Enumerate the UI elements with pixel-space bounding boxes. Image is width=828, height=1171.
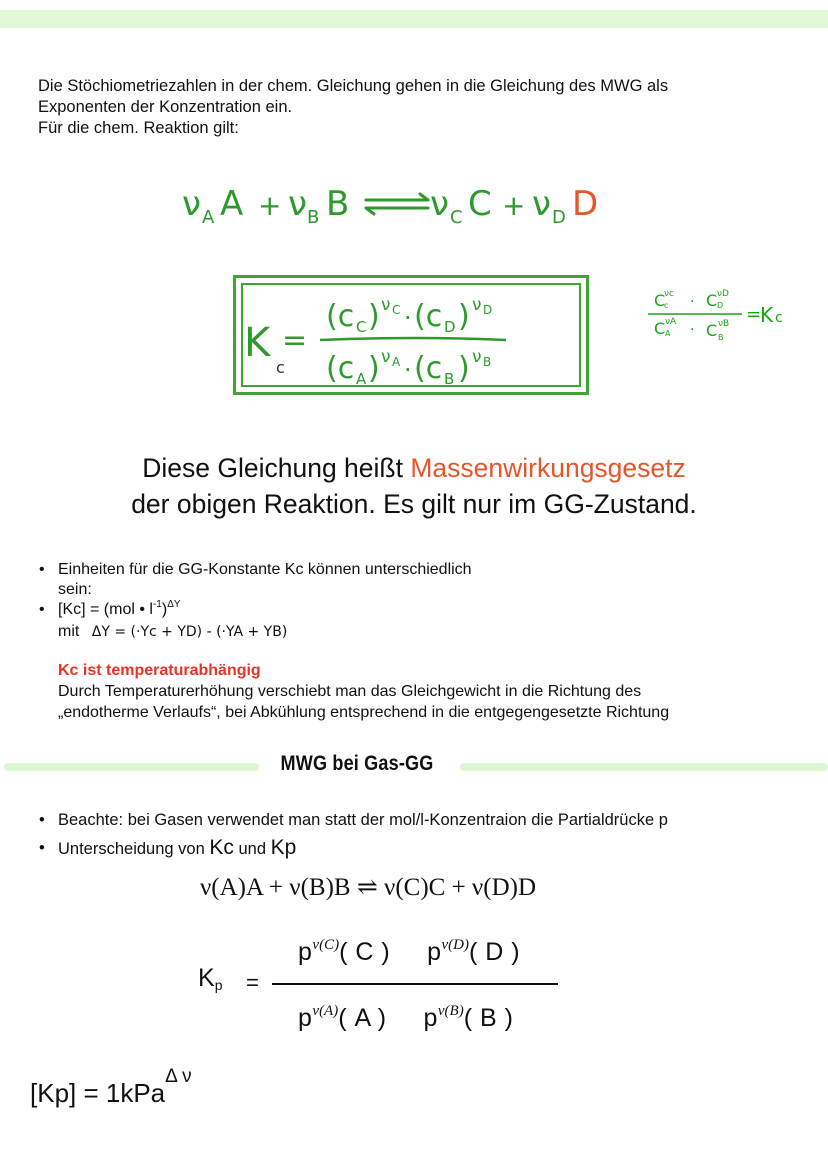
svg-text:A: A [392, 355, 401, 369]
svg-text:A: A [665, 329, 671, 338]
temperature-section [58, 660, 818, 723]
svg-text:ν: ν [288, 184, 307, 224]
denominator-p2: p [423, 1004, 438, 1032]
units-bullet-list [30, 560, 800, 642]
svg-text:·: · [404, 304, 412, 332]
svg-text:+: + [502, 189, 526, 222]
kp-numerator [298, 938, 520, 967]
svg-text:A: A [356, 370, 367, 388]
bullet-units-line-2: sein: [58, 581, 92, 598]
section-title-gas: MWG bei Gas-GG [280, 752, 434, 775]
numerator-arg2: ( D ) [468, 938, 521, 966]
temperature-line-2: „endotherme Verlaufs“, bei Abkühlung entsprechend in die entgegengesetzte Richtung [58, 704, 670, 721]
numerator-p1: p [298, 938, 313, 966]
svg-text:D: D [483, 303, 493, 317]
statement-line-1 [40, 450, 788, 486]
kp-label-subscript: p [214, 977, 223, 993]
gas-bullet-list [30, 806, 810, 863]
bullet-kc-unit [30, 600, 800, 622]
intro-line-2: Exponenten der Konzentration ein. [38, 98, 293, 116]
svg-text:K: K [760, 303, 774, 327]
temperature-line-1: Durch Temperaturerhöhung verschiebt man das Gleichgewicht in die Richtung des [58, 683, 642, 700]
denominator-exp1: ν(A) [312, 1003, 339, 1019]
numerator-p2: p [427, 938, 442, 966]
bullet-units-line-1: • Einheiten für die GG-Konstante Kc können unterschiedlich [58, 561, 472, 578]
denominator-arg1: ( A ) [338, 1004, 387, 1032]
svg-text:): ) [458, 351, 470, 386]
kc-unit-suffix: ) [161, 601, 168, 618]
svg-text:c: c [775, 310, 783, 326]
svg-text:C: C [450, 207, 463, 228]
kc-symbol: Kc [209, 836, 234, 859]
top-highlight-bar [0, 10, 828, 28]
denominator-exp2: ν(B) [437, 1003, 464, 1019]
svg-text:C: C [706, 321, 718, 340]
svg-text:(c: (c [326, 299, 355, 334]
svg-text:ν: ν [472, 295, 482, 315]
svg-text:+: + [258, 189, 282, 222]
kc-unit-prefix: [Kc] = (mol • l [58, 601, 153, 618]
svg-text:(c: (c [414, 351, 443, 386]
svg-text:νD: νD [717, 289, 729, 299]
svg-text:D: D [572, 184, 599, 224]
svg-text:A: A [220, 184, 244, 224]
svg-text:C: C [654, 291, 666, 310]
svg-text:=: = [282, 323, 308, 358]
svg-text:): ) [368, 351, 380, 386]
svg-text:(c: (c [414, 299, 443, 334]
svg-text:B: B [326, 184, 350, 224]
kp-unit-exponent: Δ ν [165, 1066, 192, 1087]
kp-equals-sign: = [246, 970, 259, 995]
svg-text:·: · [690, 294, 695, 310]
svg-text:νB: νB [718, 319, 730, 329]
svg-text:ν: ν [381, 347, 391, 367]
section-divider-left [4, 763, 259, 771]
svg-text:(c: (c [326, 351, 355, 386]
intro-line-3: Für die chem. Reaktion gilt: [38, 119, 239, 137]
svg-text:): ) [368, 299, 380, 334]
svg-text:c: c [276, 358, 285, 377]
svg-text:ν: ν [182, 184, 201, 224]
statement-line-2: der obigen Reaktion. Es gilt nur im GG-Zustand. [131, 489, 697, 519]
mwg-statement [40, 450, 788, 522]
kp-label-k: K [198, 964, 215, 992]
bullet-units [30, 560, 800, 600]
svg-text:K: K [244, 320, 271, 366]
svg-text:c: c [664, 301, 669, 310]
kp-denominator [298, 1004, 513, 1033]
handwritten-delta-expression: ΔY = (·Yc + YD) - (·YA + YB) [91, 624, 288, 640]
temperature-title: Kc ist temperaturabhängig [58, 662, 261, 679]
kc-unit-exponent: ΔY [167, 599, 181, 610]
svg-text:B: B [483, 355, 492, 369]
svg-text:A: A [202, 207, 215, 228]
svg-text:ν: ν [381, 295, 391, 315]
kc-kp-and: und [238, 840, 266, 858]
svg-text:B: B [444, 370, 455, 388]
handwritten-kc-formula [236, 278, 586, 392]
statement-term-massenwirkungsgesetz: Massenwirkungsgesetz [410, 453, 686, 483]
bullet-partial-pressure: • Beachte: bei Gasen verwendet man statt der mol/l-Konzentraion die Partialdrücke p [30, 806, 810, 834]
intro-paragraph [38, 76, 798, 139]
intro-line-1: Die Stöchiometriezahlen in der chem. Gleichung gehen in die Gleichung des MWG als [38, 77, 669, 95]
kp-unit-text: [Kp] = 1kPa [30, 1078, 166, 1108]
numerator-exp1: ν(C) [312, 937, 340, 953]
mit-label: mit [58, 623, 80, 641]
svg-text:D: D [552, 207, 566, 228]
handwritten-reaction-equation [150, 175, 710, 235]
numerator-arg1: ( C ) [339, 938, 391, 966]
svg-text:C: C [356, 318, 367, 336]
svg-text:): ) [458, 299, 470, 334]
svg-text:·: · [404, 356, 412, 384]
handwritten-side-note [640, 278, 820, 348]
svg-text:ν: ν [532, 184, 551, 224]
svg-text:ν: ν [472, 347, 482, 367]
svg-text:D: D [444, 318, 456, 336]
svg-text:νc: νc [664, 289, 674, 299]
svg-text:C: C [654, 319, 666, 338]
statement-prefix: Diese Gleichung heißt [142, 453, 403, 483]
svg-text:D: D [717, 301, 724, 310]
svg-text:B: B [718, 333, 724, 342]
section-divider-right [460, 763, 828, 771]
svg-text:=: = [746, 304, 762, 325]
kp-symbol: Kp [270, 836, 297, 859]
svg-text:·: · [690, 322, 695, 338]
denominator-p1: p [298, 1004, 313, 1032]
gas-reaction-equation: ν(A)A + ν(B)B ⇌ ν(C)C + ν(D)D [200, 874, 536, 901]
kc-unit-superscript: -1 [152, 599, 162, 610]
denominator-arg2: ( B ) [463, 1004, 514, 1032]
kp-fraction-line [272, 983, 558, 985]
svg-text:C: C [706, 291, 718, 310]
svg-text:C: C [468, 184, 492, 224]
svg-text:B: B [307, 207, 320, 228]
numerator-exp2: ν(D) [441, 937, 469, 953]
svg-text:νA: νA [665, 317, 677, 327]
bullet-kc-kp [30, 834, 810, 863]
svg-text:C: C [392, 303, 401, 317]
kp-label [198, 964, 222, 993]
kc-kp-prefix: Unterscheidung von [58, 840, 205, 858]
mit-line [30, 622, 800, 642]
svg-text:ν: ν [430, 184, 449, 224]
